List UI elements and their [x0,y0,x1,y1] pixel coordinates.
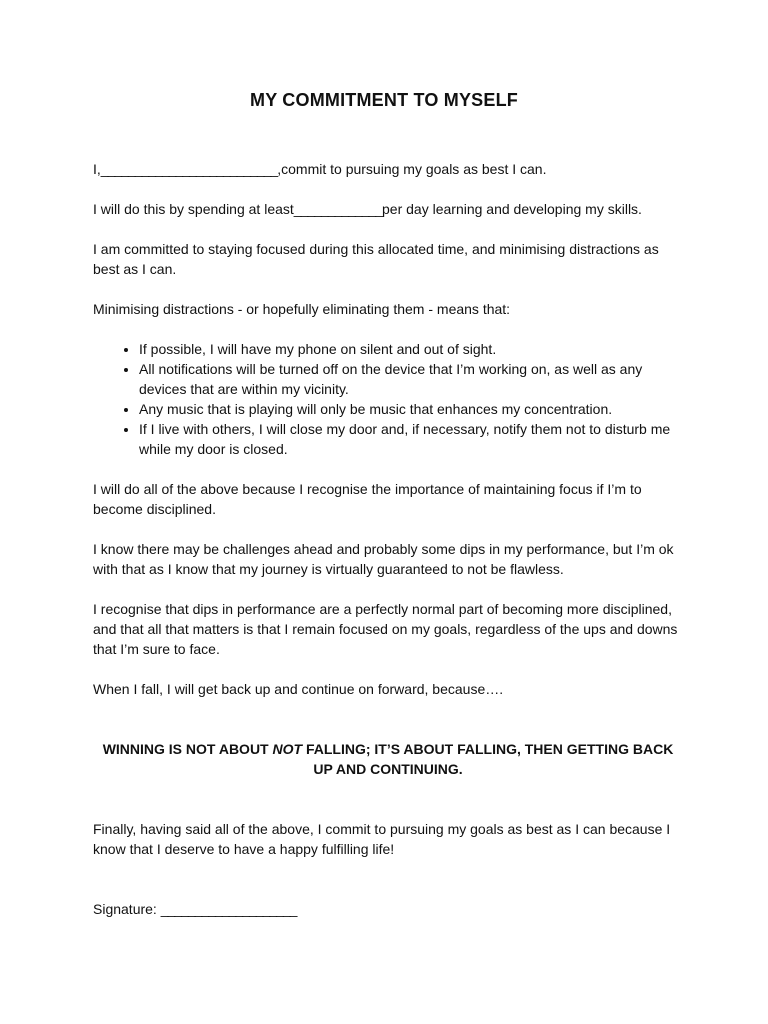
recognise-focus-paragraph: I will do all of the above because I recognise the importance of maintaining focus if I’m to become disciplined. [93,481,642,517]
name-line-suffix: ,commit to pursuing my goals as best I can. [277,161,547,177]
time-blank-field: _____________ [293,201,383,217]
focus-paragraph: I am committed to staying focused during this allocated time, and minimising distractions as best as I can. [93,241,659,277]
challenges-paragraph: I know there may be challenges ahead and probably some dips in my performance, but I’m ok with that as I know that my journey is virtually guaranteed to not be flawless. [93,541,674,577]
page-title: MY COMMITMENT TO MYSELF [250,90,518,110]
signature-line [93,899,683,919]
time-line-suffix: per day learning and developing my skills. [382,201,642,217]
time-commitment-line [93,199,683,219]
distractions-list [93,339,683,459]
fall-paragraph: When I fall, I will get back up and continue on forward, because…. [93,681,504,697]
list-item: • All notifications will be turned off on the device that I’m working on, as well as any devices that are within my vicinity. [139,359,683,399]
name-line-prefix: I, [93,161,101,177]
list-item: • If possible, I will have my phone on silent and out of sight. [139,339,683,359]
motto-after: FALLING; IT’S ABOUT FALLING, THEN GETTING BACK UP AND CONTINUING. [302,741,674,777]
name-commitment-line [93,159,683,179]
name-blank-field: __________________________ [100,161,278,177]
motto-before: WINNING IS NOT ABOUT [102,741,273,757]
distractions-intro-paragraph: Minimising distractions - or hopefully eliminating them - means that: [93,301,511,317]
list-item: • Any music that is playing will only be music that enhances my concentration. [139,399,683,419]
time-line-prefix: I will do this by spending at least [93,201,294,217]
dips-paragraph: I recognise that dips in performance are a perfectly normal part of becoming more disciplined, and that all that matters is that I remain focused on my goals, regardless of the ups and downs that I’m sure to face. [93,601,678,657]
signature-label: Signature: [93,901,161,917]
motto-heading [93,739,683,779]
document-body [93,159,683,939]
list-item: • If I live with others, I will close my door and, if necessary, notify them not to disturb me while my door is closed. [139,419,683,459]
motto-emphasis: NOT [272,741,303,757]
signature-blank-field: ____________________ [160,901,297,917]
finally-paragraph: Finally, having said all of the above, I commit to pursuing my goals as best as I can because I know that I deserve to have a happy fulfilling life! [93,821,671,857]
